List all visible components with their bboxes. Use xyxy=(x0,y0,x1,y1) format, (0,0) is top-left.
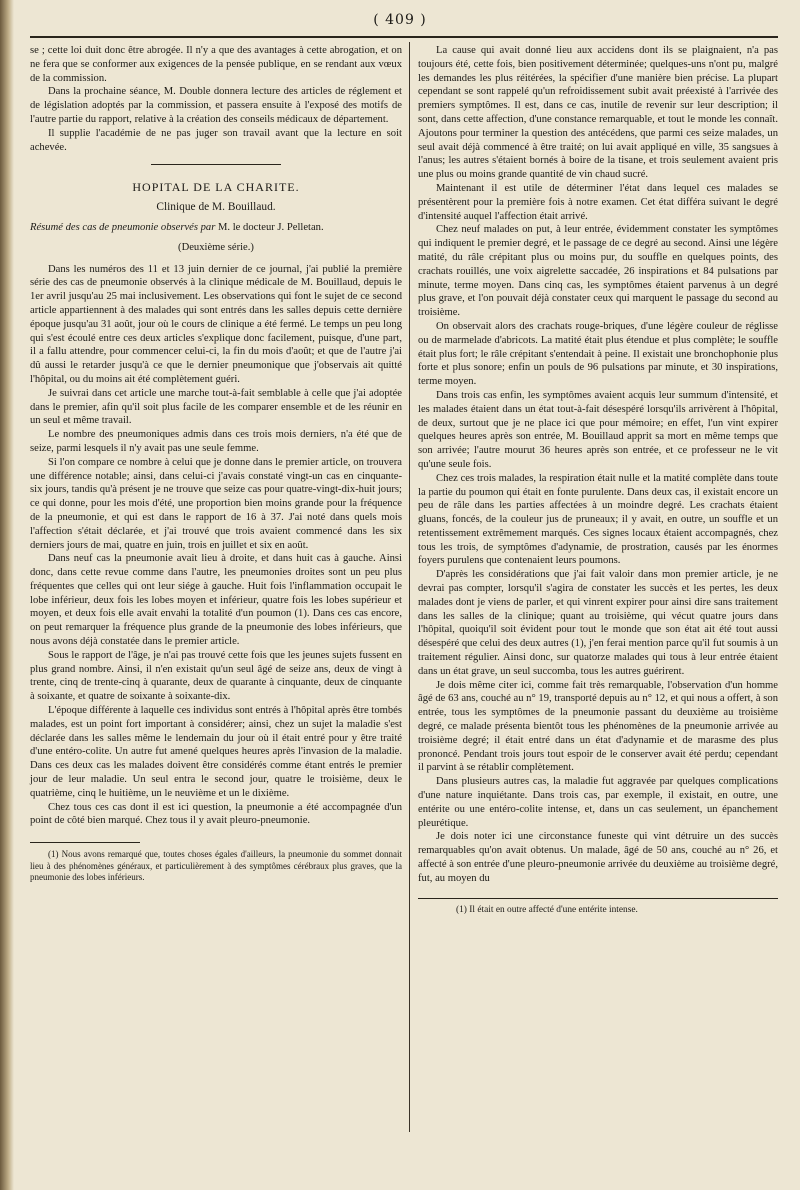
intro-paragraph: Il supplie l'académie de ne pas juger son travail avant que la lecture en soit achevée. xyxy=(30,127,402,153)
right-column xyxy=(418,44,778,916)
footnote: (1) Nous avons remarqué que, toutes choses égales d'ailleurs, la pneumonie du sommet donnait lieu à des phénomènes généraux, et particulièrement à des symptômes cérébraux plus graves, que la pneumonie des lobes inférieurs. xyxy=(30,849,402,883)
article-heading: HOPITAL DE LA CHARITE. xyxy=(132,180,300,195)
top-rule xyxy=(30,36,778,38)
body-paragraph: La cause qui avait donné lieu aux accidens dont ils se plaignaient, n'a pas toujours été, cette fois, bien positivement déterminée; quelques-uns n'ont pu, malgré les demandes les plus réitérées, la spécifier d'une manière bien précise. La plupart cependant se sont rappelé qu'un refroidissement subit avait préexisté à l'arrivée des premiers symptômes. Il est, dans ce cas, inutile de revenir sur leur description; il sont, dans cette affection, d'une constance remarquable, et tout le monde les connaît. Ajoutons pour terminer la question des antécédens, que parmi ces seize malades, un seul avait déjà commencé à être traité; on lui avait appliqué en ville, 35 sangsues à l'anus; les autres s'étaient bornés à boire de la tisane, et trois seulement avaient pris une plus ou moins grande quantité de vin chaud sucré. xyxy=(418,45,778,181)
body-paragraph: Chez neuf malades on put, à leur entrée, évidemment constater les symptômes qui indiquent le premier degré, et le passage de ce degré au second. Ainsi une légère matité, du râle crépitant plus ou moins pur, du souffle en quelques points, des crachats rouillés, une voix aigrelette saccadée, 26 inspirations et 84 pulsations par minute, terme moyen. Dans cinq cas, les symptômes étaient parvenus à un degré plus grave, et l'on pouvait déjà constater ceux qui marquent le passage du second au troisième. xyxy=(418,224,778,319)
left-column xyxy=(30,44,402,884)
page-number: ( 409 ) xyxy=(373,12,427,28)
body-paragraph: Sous le rapport de l'âge, je n'ai pas trouvé cette fois que les jeunes sujets fussent en plus grand nombre. Ainsi, il n'en existait qu'un seul âgé de seize ans, deux de vingt à trente, cinq de trente-cinq à quarante, deux de quarante à cinquante, deux de cinquante à soixante, et quatre de soixante à soixante-dix. xyxy=(30,649,402,703)
summary-italic: Résumé des cas de pneumonie observés par xyxy=(30,221,216,233)
article-summary-line xyxy=(30,221,402,235)
summary-author: M. le docteur J. Pelletan. xyxy=(215,221,324,233)
column-divider xyxy=(409,42,410,1132)
footnote-rule xyxy=(418,898,778,899)
body-paragraph: Je suivrai dans cet article une marche tout-à-fait semblable à celle que j'ai adoptée dans le premier, afin qu'il soit plus facile de les comparer ensemble et de les réunir en un seul et même travail. xyxy=(30,387,402,427)
body-paragraph: On observait alors des crachats rouge-briques, d'une légère couleur de réglisse ou de marmelade d'abricots. La matité était plus étendue et plus complète; le souffle était plus fort; le râle crépitant s'entendait à peine. Il existait une bronchophonie plus forte et plus sonore; enfin un pouls de 96 pulsations par minute, et 30 inspirations, terme moyen. xyxy=(418,320,778,388)
footnote-rule xyxy=(30,842,140,843)
body-paragraph: Dans les numéros des 11 et 13 juin dernier de ce journal, j'ai publié la première série des cas de pneumonie observés à la clinique médicale de M. Bouillaud, depuis le 1er avril jusqu'au 25 mai inclusivement. Les observations qui font le sujet de ce second article appartiennent à des malades qui sont entrés dans les salles depuis cette dernière époque jusqu'au 31 août, jour où le cours de clinique a été fermé. Le temps un peu long qui s'est écoulé entre ces deux articles s'explique donc facilement, puisque, d'une part, il a fallu attendre, pour commencer celui-ci, la fin du mois d'août; et que de l'autre j'ai dû aussi le retarder jusqu'à ce que le dernier pneumonique que j'observais ait quitté l'hôpital, ou du moins ait été complètement guéri. xyxy=(30,263,402,385)
intro-paragraph: Dans la prochaine séance, M. Double donnera lecture des articles de réglement et de législation adoptés par la commission, et passera ensuite à l'exposé des motifs de l'autre partie du rapport, relative à la création des conseils médicaux de département. xyxy=(30,86,402,125)
body-paragraph: Dans neuf cas la pneumonie avait lieu à droite, et dans huit cas à gauche. Ainsi donc, dans cette revue comme dans l'autre, les pneumonies droites sont un peu plus fréquentes que celles qui ont leur siége à gauche. Huit fois l'inflammation occupait le lobe inférieur, deux fois les lobes moyen et inférieur, quatre fois les lobes supérieur et moyen, et deux fois elle avait envahi la totalité d'un poumon (1). Dans ces cas encore, on peut remarquer la fréquence plus grande de la pneumonie des lobes inférieurs, que nous avons déjà constatée dans le premier article. xyxy=(30,553,402,648)
body-paragraph: L'époque différente à laquelle ces individus sont entrés à l'hôpital après être tombés malades, est un point fort important à considérer; ainsi, chez un sujet la maladie s'est déclarée dans les salles même le lendemain du jour où il était entré pour y être traité d'une entéro-colite. Un autre fut amené quelques heures après l'invasion de la maladie. Dans ces deux cas les malades doivent être considérés comme étant entrés le premier jour de leur maladie. Un seul entra le second jour, quatre le troisième, deux le quatrième, cinq le huitième, un le neuvième et un le dixième. xyxy=(30,705,402,799)
body-paragraph: Chez tous ces cas dont il est ici question, la pneumonie a été accompagnée d'un point de côté bien marqué. Chez tous il y avait pleuro-pneumonie. xyxy=(30,801,402,827)
body-paragraph: Chez ces trois malades, la respiration était nulle et la matité complète dans toute la partie du poumon qui était en fonte purulente. Dans deux cas, il existait encore un peu de râle dans les parties affectées à un moindre degré. Les crachats étaient gluans, foncés, de la couleur jus de pruneaux; il y avait, en outre, un souffle et un retentissement extrêmement marqués. Ces signes locaux étaient accompagnés, chez tous les trois, de symptômes d'adynamie, de prostration, causés par les énormes foyers purulens que contenaient leurs poumons. xyxy=(418,472,778,567)
body-paragraph: Dans plusieurs autres cas, la maladie fut aggravée par quelques complications d'une nature inquiétante. Dans trois cas, par exemple, il existait, en outre, une entérite ou une entéro-colite intense, et, dans un cas seulement, un épanchement pleurétique. xyxy=(418,776,778,829)
binding-edge xyxy=(0,0,14,1190)
body-paragraph: Dans trois cas enfin, les symptômes avaient acquis leur summum d'intensité, et les malades étaient dans un état tout-à-fait désespéré lorsqu'ils arrivèrent à l'hôpital, de deux, surtout que je ne place ici que pour mémoire; en effet, l'un vint expirer quelques heures après son entrée, M. Bouillaud apprit sa mort en même temps que son arrivée; l'autre mourut 36 heures après son entrée, et ce professeur ne le vit qu'une seule fois. xyxy=(418,389,778,470)
article-subheading: Clinique de M. Bouillaud. xyxy=(156,201,276,214)
body-paragraph: Le nombre des pneumoniques admis dans ces trois mois derniers, n'a été que de seize, parmi lesquels il n'y avait pas une seule femme. xyxy=(30,429,402,454)
body-paragraph: Je dois même citer ici, comme fait très remarquable, l'observation d'un homme âgé de 63 ans, couché au n° 19, transporté depuis au n° 12, et qui nous a offert, à son entrée, tous les symptômes de la pneumonie passant du deuxième au troisième degré, ce malade présenta bientôt tous les phénomènes de la pneumonie arrivée au troisième degré; il était entré dans un état d'adynamie et de marasme des plus prononcé. Pendant trois jours tout espoir de le conserver avait été perdu; cependant il parvint à se rétablir complètement. xyxy=(418,679,778,774)
footnote: (1) Il était en outre affecté d'une entérite intense. xyxy=(456,904,638,915)
body-paragraph: Maintenant il est utile de déterminer l'état dans lequel ces malades se présentèrent pour la première fois à notre examen. Cet état différa suivant le degré d'intensité auquel l'affection était arrivé. xyxy=(418,182,778,222)
body-paragraph: Si l'on compare ce nombre à celui que je donne dans le premier article, on trouvera une différence notable; ainsi, dans celui-ci j'avais constaté vingt-un cas en cinquante-six jours, tandis qu'à présent je ne trouve que seize cas pour quatre-vingt-dix-huit jours; ce qui donne, pour les mois d'été, une proportion bien moins grande pour la fréquence de la pneumonie, et qui est dans le rapport de 16 à 37. J'ai noté dans quels mois l'affection s'était déclarée, et j'ai trouvé que trois avaient commencé dans les six derniers jours de mai, quatre en juin, trois en juillet et six en août. xyxy=(30,456,402,551)
section-separator xyxy=(151,164,281,165)
series-label: (Deuxième série.) xyxy=(178,241,254,253)
intro-paragraph: se ; cette loi duit donc être abrogée. Il n'y a que des avantages à cette abrogation, et on ne fera que se conformer aux exigences de la pensée publique, en se rendant aux vœux de la commission. xyxy=(30,45,402,84)
body-paragraph: D'après les considérations que j'ai fait valoir dans mon premier article, je ne devrai pas compter, lorsqu'il s'agira de constater les succès et les pertes, les deux malades dont je viens de parler, et qui vinrent expirer pour ainsi dire sans traitement dans les salles de la clinique; quant au troisième, qui vécut quatre jours dans l'hôpital, quoiqu'il soit évident pour tout le monde que son état ait été tout aussi désespéré que celui des deux autres (1), j'en ferai mention parce qu'il fut soumis à un traitement régulier. Ainsi donc, sur quatorze malades qui tous à leur entrée étaient dans un état grave, un seul succomba, tous les autres guérirent. xyxy=(418,569,778,677)
body-paragraph: Je dois noter ici une circonstance funeste qui vint détruire un des succès remarquables qu'on avait obtenus. Un malade, âgé de 50 ans, couché au n° 26, et affecté à son entrée d'une pleuro-pneumonie arrivée du deuxième au troisième degré, fut, au moyen du xyxy=(418,831,778,884)
